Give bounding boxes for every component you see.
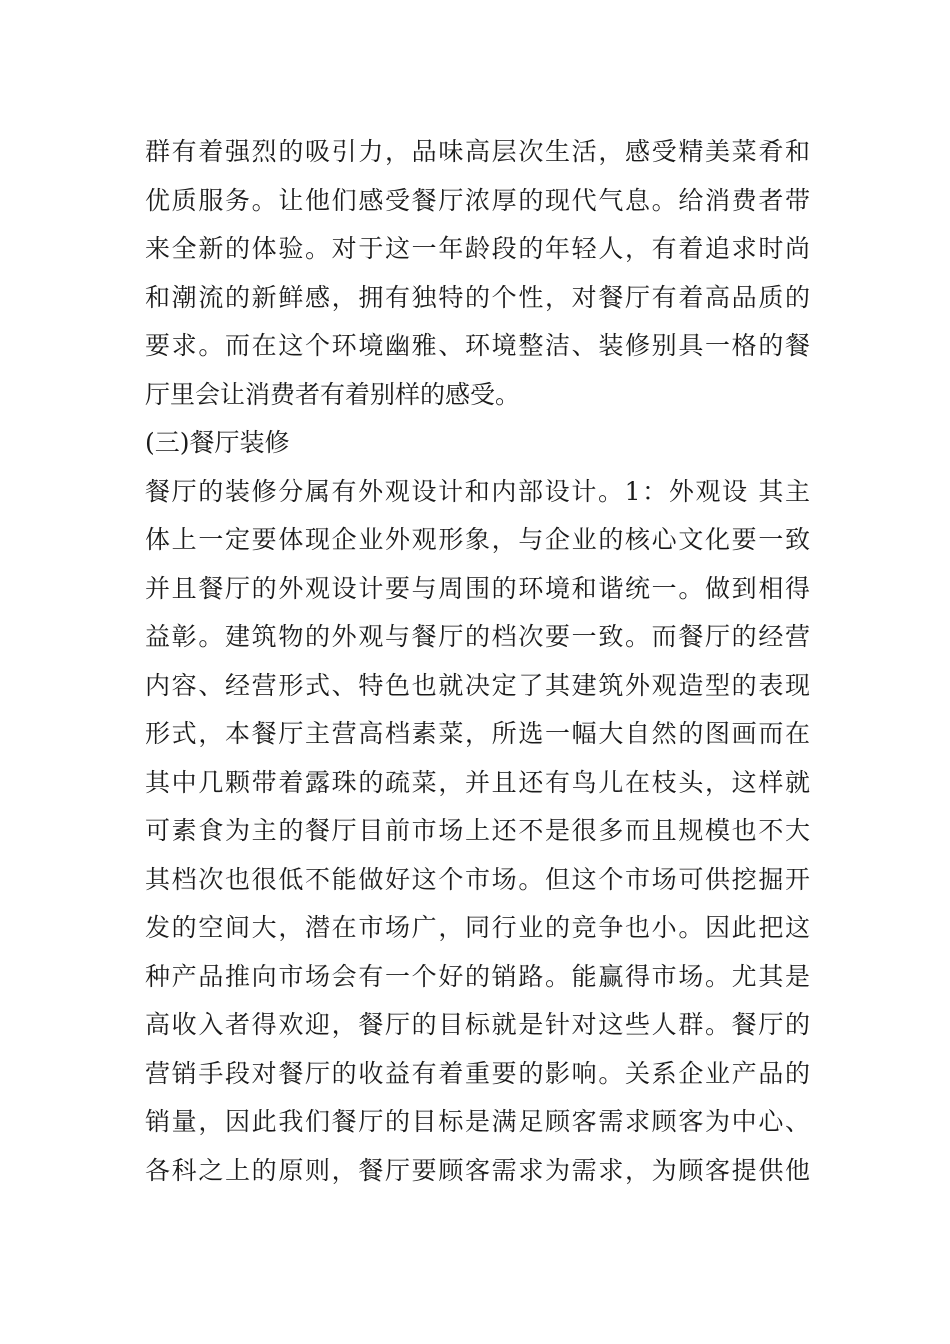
text-line: 形式，本餐厅主营高档素菜，所选一幅大自然的图画而在 [145,719,810,748]
text-line: 种产品推向市场会有一个好的销路。能赢得市场。尤其是 [145,961,810,991]
text-line: 可素食为主的餐厅目前市场上还不是很多而且规模也不大 [145,816,810,845]
text-line: 其中几颗带着露珠的疏菜，并且还有鸟儿在枝头，这样就 [145,767,810,797]
text-line: 各科之上的原则，餐厅要顾客需求为需求，为顾客提供他 [145,1155,810,1185]
text-line: 并且餐厅的外观设计要与周围的环境和谐统一。做到相得 [145,573,810,603]
text-line: 优质服务。让他们感受餐厅浓厚的现代气息。给消费者带 [145,185,810,215]
text-line: 和潮流的新鲜感，拥有独特的个性，对餐厅有着高品质的 [145,282,810,312]
text-line: 销量，因此我们餐厅的目标是满足顾客需求顾客为中心、 [145,1107,810,1136]
text-line: 益彰。建筑物的外观与餐厅的档次要一致。而餐厅的经营 [145,622,810,651]
text-line: 厅里会让消费者有着别样的感受。 [145,379,521,409]
section-heading: (三)餐厅装修 [145,428,290,457]
text-line: 来全新的体验。对于这一年龄段的年轻人，有着追求时尚 [145,234,810,263]
text-line: 餐厅的装修分属有外观设计和内部设计。1：外观设 其主 [145,476,810,506]
body-text [145,128,810,1195]
text-line: 内容、经营形式、特色也就决定了其建筑外观造型的表现 [145,670,810,700]
text-line: 其档次也很低不能做好这个市场。但这个市场可供挖掘开 [145,864,810,894]
text-line: 体上一定要体现企业外观形象，与企业的核心文化要一致 [145,525,810,554]
text-line: 发的空间大，潜在市场广，同行业的竞争也小。因此把这 [145,913,810,942]
text-line: 营销手段对餐厅的收益有着重要的影响。关系企业产品的 [145,1058,810,1088]
text-line: 要求。而在这个环境幽雅、环境整洁、装修别具一格的餐 [145,331,810,360]
text-line: 高收入者得欢迎，餐厅的目标就是针对这些人群。餐厅的 [145,1010,810,1039]
text-line: 群有着强烈的吸引力，品味高层次生活，感受精美菜肴和 [145,137,810,166]
